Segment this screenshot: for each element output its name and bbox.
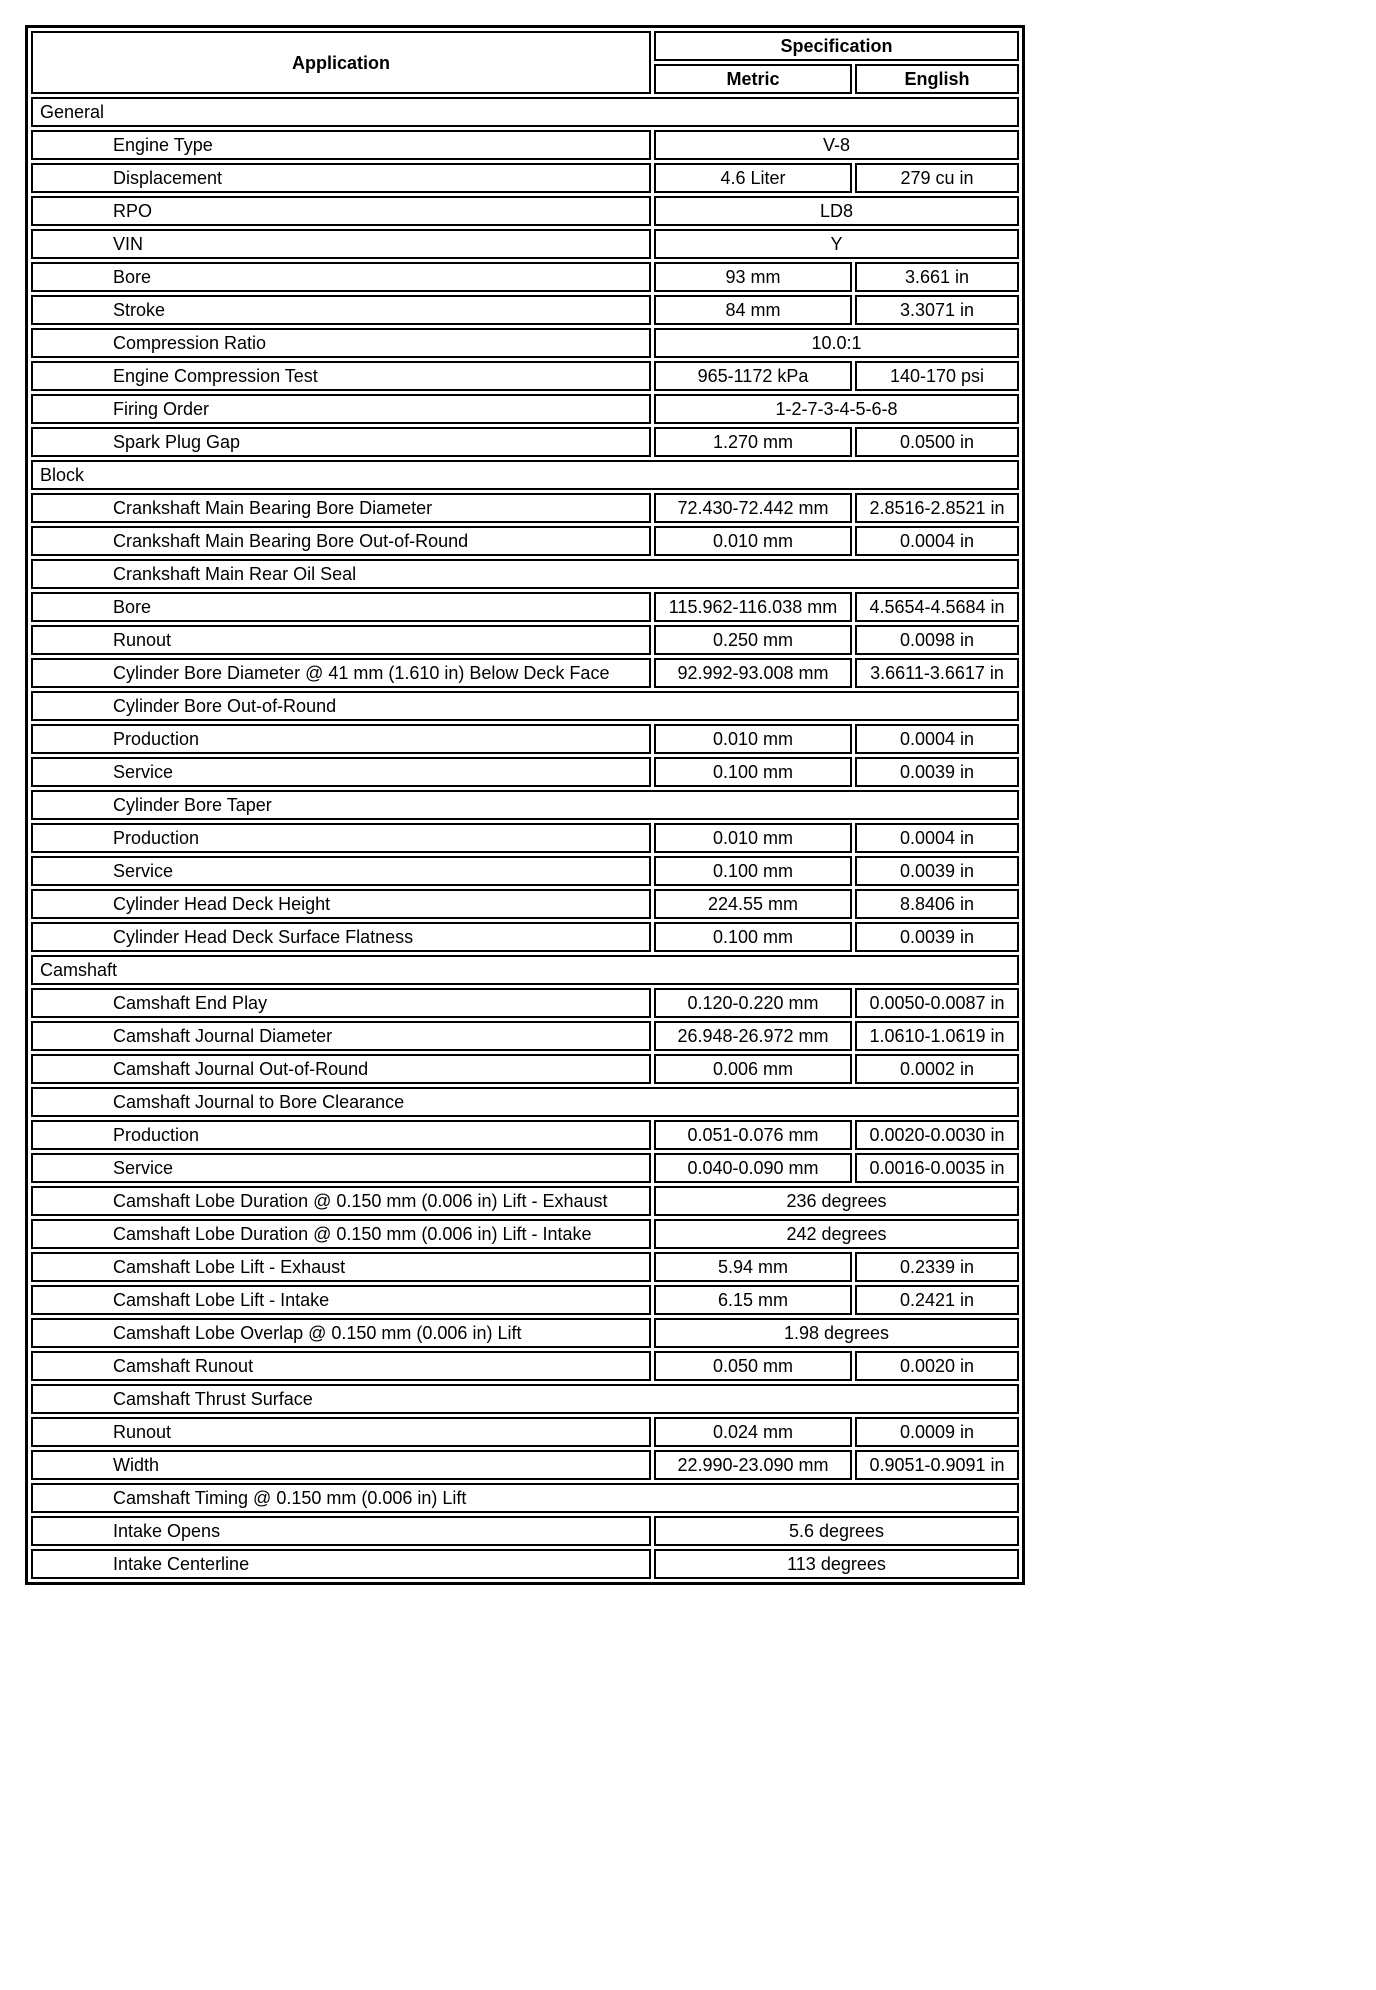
table-row [31, 328, 1019, 358]
spec-value-metric: 0.010 mm [654, 823, 852, 853]
spec-value-metric: 5.94 mm [654, 1252, 852, 1282]
spec-value-metric: 0.100 mm [654, 757, 852, 787]
spec-value-combined: 1-2-7-3-4-5-6-8 [654, 394, 1019, 424]
application-label: Production [31, 724, 651, 754]
application-group-label: Cylinder Bore Taper [31, 790, 1019, 820]
application-label: Service [31, 757, 651, 787]
spec-value-metric: 0.250 mm [654, 625, 852, 655]
table-row [31, 295, 1019, 325]
spec-value-metric: 22.990-23.090 mm [654, 1450, 852, 1480]
application-label: Camshaft Runout [31, 1351, 651, 1381]
spec-value-metric: 4.6 Liter [654, 163, 852, 193]
table-row [31, 493, 1019, 523]
application-label: Cylinder Head Deck Surface Flatness [31, 922, 651, 952]
application-label: Intake Centerline [31, 1549, 651, 1579]
spec-value-metric: 224.55 mm [654, 889, 852, 919]
spec-value-english: 1.0610-1.0619 in [855, 1021, 1019, 1051]
application-label: Service [31, 856, 651, 886]
spec-value-english: 0.2339 in [855, 1252, 1019, 1282]
spec-value-english: 3.6611-3.6617 in [855, 658, 1019, 688]
spec-value-combined: LD8 [654, 196, 1019, 226]
table-row [31, 1285, 1019, 1315]
spec-value-english: 0.0004 in [855, 526, 1019, 556]
application-group-label: Camshaft Journal to Bore Clearance [31, 1087, 1019, 1117]
spec-value-metric: 0.050 mm [654, 1351, 852, 1381]
spec-value-english: 0.0016-0.0035 in [855, 1153, 1019, 1183]
section-header-label: General [31, 97, 1019, 127]
application-label: Service [31, 1153, 651, 1183]
table-row [31, 592, 1019, 622]
spec-value-english: 3.661 in [855, 262, 1019, 292]
application-label: Runout [31, 1417, 651, 1447]
table-row [31, 1252, 1019, 1282]
application-group-label: Crankshaft Main Rear Oil Seal [31, 559, 1019, 589]
table-row [31, 163, 1019, 193]
spec-value-metric: 0.024 mm [654, 1417, 852, 1447]
table-row [31, 460, 1019, 490]
spec-value-english: 279 cu in [855, 163, 1019, 193]
spec-value-metric: 0.006 mm [654, 1054, 852, 1084]
spec-value-metric: 0.040-0.090 mm [654, 1153, 852, 1183]
table-row [31, 658, 1019, 688]
application-group-label: Camshaft Thrust Surface [31, 1384, 1019, 1414]
application-label: Camshaft End Play [31, 988, 651, 1018]
table-row [31, 1351, 1019, 1381]
spec-value-metric: 0.010 mm [654, 724, 852, 754]
table-row [31, 559, 1019, 589]
table-row [31, 691, 1019, 721]
table-row [31, 823, 1019, 853]
table-row [31, 1186, 1019, 1216]
table-row [31, 229, 1019, 259]
spec-value-english: 0.0009 in [855, 1417, 1019, 1447]
spec-value-combined: V-8 [654, 130, 1019, 160]
spec-value-combined: 1.98 degrees [654, 1318, 1019, 1348]
application-label: Camshaft Journal Diameter [31, 1021, 651, 1051]
table-row [31, 988, 1019, 1018]
application-label: Compression Ratio [31, 328, 651, 358]
spec-value-metric: 0.051-0.076 mm [654, 1120, 852, 1150]
application-label: VIN [31, 229, 651, 259]
table-row [31, 394, 1019, 424]
application-label: Camshaft Lobe Overlap @ 0.150 mm (0.006 in) Lift [31, 1318, 651, 1348]
table-row [31, 856, 1019, 886]
spec-value-english: 3.3071 in [855, 295, 1019, 325]
spec-value-metric: 115.962-116.038 mm [654, 592, 852, 622]
spec-value-combined: 242 degrees [654, 1219, 1019, 1249]
table-row [31, 361, 1019, 391]
table-row [31, 97, 1019, 127]
metric-column-header: Metric [654, 64, 852, 94]
table-row [31, 1483, 1019, 1513]
table-row [31, 1219, 1019, 1249]
spec-value-combined: 113 degrees [654, 1549, 1019, 1579]
section-header-label: Block [31, 460, 1019, 490]
application-label: Stroke [31, 295, 651, 325]
spec-value-metric: 84 mm [654, 295, 852, 325]
application-label: Camshaft Lobe Duration @ 0.150 mm (0.006 in) Lift - Intake [31, 1219, 651, 1249]
spec-value-combined: 10.0:1 [654, 328, 1019, 358]
table-row [31, 1120, 1019, 1150]
application-label: Runout [31, 625, 651, 655]
spec-value-english: 0.0050-0.0087 in [855, 988, 1019, 1018]
spec-value-metric: 0.120-0.220 mm [654, 988, 852, 1018]
table-row [31, 757, 1019, 787]
table-row [31, 790, 1019, 820]
table-row [31, 1318, 1019, 1348]
table-row [31, 130, 1019, 160]
spec-value-english: 140-170 psi [855, 361, 1019, 391]
table-row [31, 1054, 1019, 1084]
table-row [31, 1549, 1019, 1579]
spec-value-metric: 0.100 mm [654, 856, 852, 886]
table-row [31, 1087, 1019, 1117]
spec-value-english: 0.2421 in [855, 1285, 1019, 1315]
spec-value-metric: 1.270 mm [654, 427, 852, 457]
spec-value-english: 0.0500 in [855, 427, 1019, 457]
table-row [31, 955, 1019, 985]
application-column-header: Application [31, 31, 651, 94]
section-header-label: Camshaft [31, 955, 1019, 985]
spec-value-english: 2.8516-2.8521 in [855, 493, 1019, 523]
application-label: Production [31, 823, 651, 853]
table-row [31, 196, 1019, 226]
spec-table-header [31, 31, 1019, 94]
table-row [31, 1417, 1019, 1447]
spec-value-metric: 0.100 mm [654, 922, 852, 952]
application-label: Camshaft Lobe Duration @ 0.150 mm (0.006 in) Lift - Exhaust [31, 1186, 651, 1216]
spec-value-combined: 5.6 degrees [654, 1516, 1019, 1546]
application-label: Engine Type [31, 130, 651, 160]
application-label: Firing Order [31, 394, 651, 424]
table-row [31, 922, 1019, 952]
spec-value-english: 4.5654-4.5684 in [855, 592, 1019, 622]
spec-table-body [31, 97, 1019, 1579]
table-row [31, 625, 1019, 655]
spec-value-combined: 236 degrees [654, 1186, 1019, 1216]
spec-value-english: 8.8406 in [855, 889, 1019, 919]
specification-column-header: Specification [654, 31, 1019, 61]
application-label: Width [31, 1450, 651, 1480]
table-row [31, 427, 1019, 457]
application-label: Camshaft Lobe Lift - Exhaust [31, 1252, 651, 1282]
spec-value-combined: Y [654, 229, 1019, 259]
application-label: Bore [31, 262, 651, 292]
application-label: Crankshaft Main Bearing Bore Diameter [31, 493, 651, 523]
application-label: Cylinder Bore Diameter @ 41 mm (1.610 in) Below Deck Face [31, 658, 651, 688]
spec-value-english: 0.0004 in [855, 823, 1019, 853]
table-row [31, 1153, 1019, 1183]
application-label: Production [31, 1120, 651, 1150]
table-row [31, 1516, 1019, 1546]
spec-value-metric: 26.948-26.972 mm [654, 1021, 852, 1051]
spec-value-metric: 92.992-93.008 mm [654, 658, 852, 688]
spec-value-english: 0.0020-0.0030 in [855, 1120, 1019, 1150]
spec-value-english: 0.9051-0.9091 in [855, 1450, 1019, 1480]
spec-value-metric: 0.010 mm [654, 526, 852, 556]
table-row [31, 1384, 1019, 1414]
spec-value-metric: 72.430-72.442 mm [654, 493, 852, 523]
application-label: RPO [31, 196, 651, 226]
spec-value-english: 0.0002 in [855, 1054, 1019, 1084]
table-row [31, 724, 1019, 754]
engine-specifications-table [25, 25, 1025, 1585]
table-row [31, 1450, 1019, 1480]
english-column-header: English [855, 64, 1019, 94]
spec-value-english: 0.0039 in [855, 922, 1019, 952]
spec-value-english: 0.0004 in [855, 724, 1019, 754]
application-label: Displacement [31, 163, 651, 193]
application-label: Bore [31, 592, 651, 622]
spec-value-metric: 965-1172 kPa [654, 361, 852, 391]
spec-value-metric: 93 mm [654, 262, 852, 292]
spec-value-english: 0.0039 in [855, 856, 1019, 886]
header-row-top [31, 31, 1019, 61]
application-label: Camshaft Journal Out-of-Round [31, 1054, 651, 1084]
table-row [31, 1021, 1019, 1051]
application-label: Spark Plug Gap [31, 427, 651, 457]
spec-value-english: 0.0098 in [855, 625, 1019, 655]
application-label: Cylinder Head Deck Height [31, 889, 651, 919]
application-label: Engine Compression Test [31, 361, 651, 391]
spec-value-english: 0.0039 in [855, 757, 1019, 787]
spec-value-english: 0.0020 in [855, 1351, 1019, 1381]
table-row [31, 889, 1019, 919]
table-row [31, 526, 1019, 556]
table-row [31, 262, 1019, 292]
spec-value-metric: 6.15 mm [654, 1285, 852, 1315]
application-label: Camshaft Lobe Lift - Intake [31, 1285, 651, 1315]
application-label: Crankshaft Main Bearing Bore Out-of-Round [31, 526, 651, 556]
application-group-label: Cylinder Bore Out-of-Round [31, 691, 1019, 721]
application-group-label: Camshaft Timing @ 0.150 mm (0.006 in) Lift [31, 1483, 1019, 1513]
application-label: Intake Opens [31, 1516, 651, 1546]
